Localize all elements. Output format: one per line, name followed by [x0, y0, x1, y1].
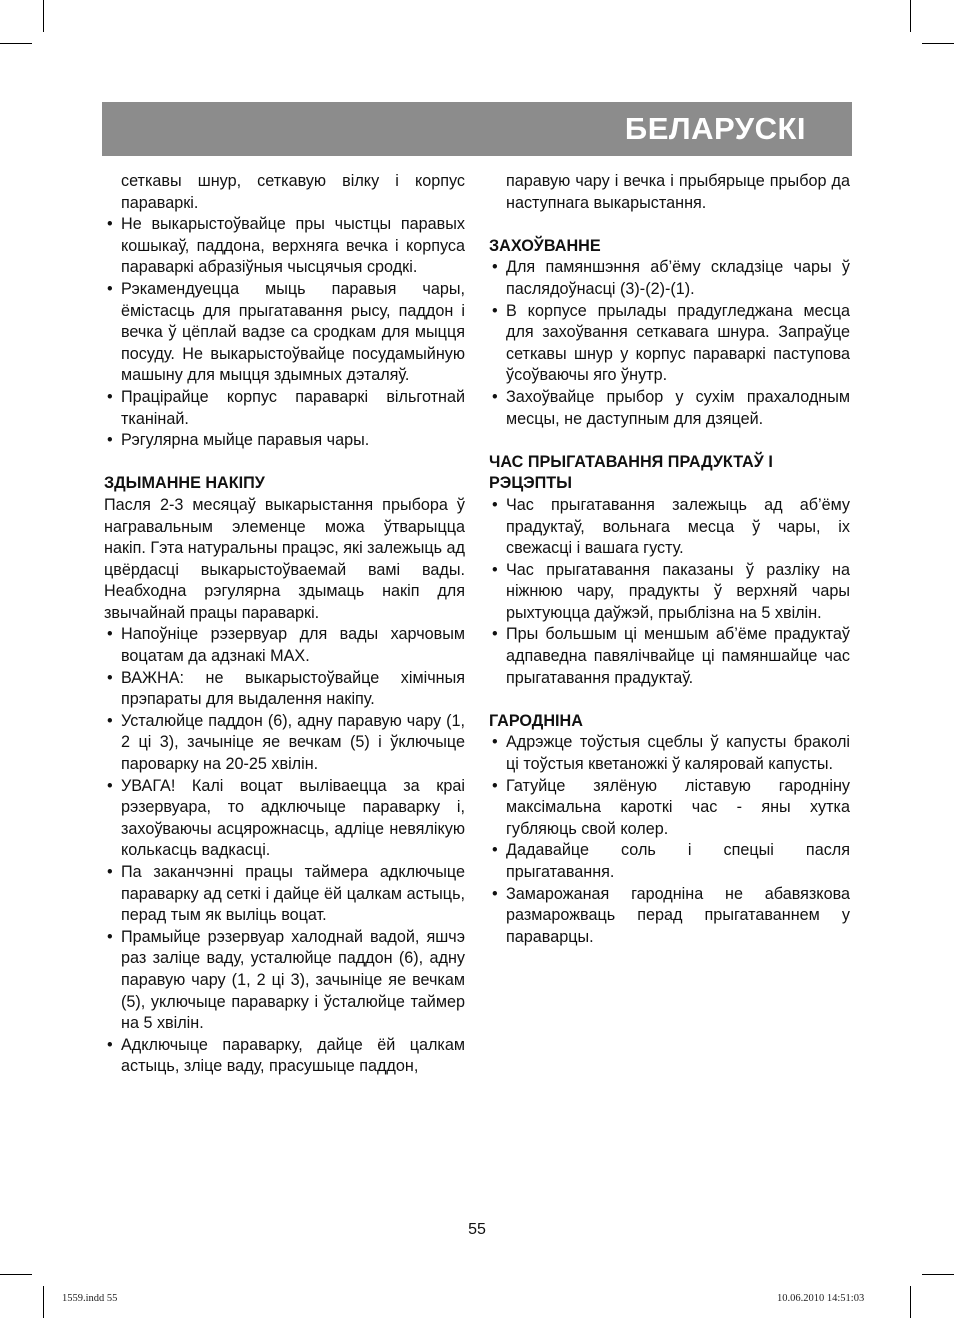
- bullet-icon: •: [107, 625, 113, 644]
- list-item: • Па заканчэнні працы таймера адключыце параварку ад сеткі і дайце ёй цалкам астыць, перад тым як выліць воцат.: [107, 863, 465, 925]
- bullet-icon: •: [492, 841, 498, 860]
- descaling-paragraph: Пасля 2-3 месяцаў выкарыстання прыбора ў награвальным элеменце можа ўтварыцца накіп. Гэта натуральны працэс, які залежыць ад цвёрдасці выкарыстоўваемай вамі вады. Неабходна рэгулярна здымаць накіп для звычайнай працы параваркі.: [104, 495, 465, 622]
- list-item: • УВАГА! Калі воцат выліваецца за краі рэзервуара, то адключыце параварку і, захоўваючы асцярожнасць, адліце невялікую колькасць вадкасці.: [107, 776, 465, 860]
- list-item: • ВАЖНА: не выкарыстоўвайце хімічныя прэпараты для выдалення накіпу.: [107, 668, 465, 709]
- list-item: • Працірайце корпус параваркі вільготнай тканінай.: [107, 387, 465, 428]
- list-item: • Рэгулярна мыйце паравыя чары.: [104, 430, 465, 452]
- list-item: • Час прыгатавання залежыць ад аб’ёму прадуктаў, вольнага месца ў чары, іх свежасці і вашага густу.: [492, 495, 850, 558]
- bullet-icon: •: [492, 387, 498, 406]
- list-item: • Замарожаная гародніна не абавязкова размарожваць перад прыгатаваннем у параварцы.: [492, 884, 850, 946]
- crop-mark: [910, 1286, 911, 1318]
- section-heading-cooking-time: ЧАС ПРЫГАТАВАННЯ ПРАДУКТАЎ І РЭЦЭПТЫ: [489, 452, 773, 493]
- list-item: • Адрэжце тоўстыя сцеблы ў капусты браколі ці тоўстыя кветаножкі ў каляровай капусты.: [492, 733, 850, 774]
- bullet-icon: •: [107, 215, 113, 234]
- list-item: • Усталюйце паддон (6), адну паравую чару (1, 2 ці 3), зачыніце яе вечкам (5) і ўключыце пароварку на 20-25 хвілін.: [107, 711, 465, 774]
- list-item: • Рэкамендуецца мыць паравыя чары, ёмістасць для прыгатавання рысу, паддон і вечка ў цёплай вадзе са сродкам для мыцця посуду. Не выкарыстоўвайце посудамыйную машыну для мыцця здымных дэталяў.: [107, 279, 465, 385]
- section-heading-descaling: ЗДЫМАННЕ НАКІПУ: [104, 474, 265, 493]
- continued-paragraph: сеткавы шнур, сеткавую вілку і корпус параваркі.: [121, 172, 465, 212]
- bullet-icon: •: [492, 733, 498, 752]
- bullet-icon: •: [492, 776, 498, 795]
- list-item: • Для памяншэння аб’ёму складзіце чары ў паслядоўнасці (3)-(2)-(1).: [492, 258, 850, 298]
- bullet-icon: •: [107, 711, 113, 730]
- crop-mark: [910, 0, 911, 32]
- crop-mark: [0, 1274, 32, 1275]
- language-title: БЕЛАРУСКІ: [624, 111, 806, 146]
- crop-mark: [43, 0, 44, 32]
- bullet-icon: •: [107, 927, 113, 946]
- list-item: • Прамыйце рэзервуар халоднай вадой, яшчэ раз заліце ваду, усталюйце паддон (6), адну паравую чару (1, 2 ці 3), зачыніце яе вечкам (5), уключыце параварку і ўсталюйце таймер на 5 хвілін.: [107, 927, 465, 1033]
- crop-mark: [43, 1286, 44, 1318]
- bullet-icon: •: [107, 863, 113, 881]
- bullet-icon: •: [107, 387, 113, 406]
- left-column: [104, 171, 465, 1078]
- bullet-icon: •: [492, 625, 498, 644]
- list-item: • Напоўніце рэзервуар для вады харчовым воцатам да адзнакі MAX.: [107, 625, 465, 666]
- crop-mark: [922, 1274, 954, 1275]
- list-item: • Час прыгатавання паказаны ў разліку на ніжнюю чару, прадукты ў верхняй чары рыхтуюцца даўжэй, прыблізна на 5 хвілін.: [492, 560, 850, 622]
- page-number: 55: [468, 1221, 486, 1238]
- bullet-icon: •: [107, 776, 113, 795]
- bullet-icon: •: [107, 1035, 113, 1054]
- bullet-icon: •: [492, 495, 498, 514]
- list-item: • Не выкарыстоўвайце пры чыстцы паравых кошыкаў, паддона, верхняга вечка і корпуса параваркі абразіўныя чысцячыя сродкі.: [107, 215, 465, 277]
- continued-paragraph: паравую чару і вечка і прыбярыце прыбор да наступнага выкарыстання.: [506, 172, 850, 212]
- section-heading-storage: ЗАХОЎВАННЕ: [489, 236, 601, 255]
- bullet-icon: •: [492, 301, 498, 320]
- section-heading-vegetables: ГАРОДНІНА: [489, 711, 583, 730]
- crop-mark: [0, 43, 32, 44]
- crop-mark: [922, 43, 954, 44]
- bullet-icon: •: [492, 560, 498, 579]
- language-header-bar: [102, 102, 852, 156]
- bullet-icon: •: [492, 884, 498, 903]
- bullet-icon: •: [107, 431, 113, 450]
- print-slug-date: 10.06.2010 14:51:03: [777, 1293, 865, 1304]
- list-item: • Захоўвайце прыбор у сухім прахалодным месцы, не даступным для дзяцей.: [492, 387, 850, 428]
- list-item: • Гатуйце зялёную ліставую гародніну максімальна кароткі час - яны хутка губляюць свой колер.: [492, 776, 850, 838]
- bullet-icon: •: [107, 668, 113, 687]
- list-item: • Адключыце параварку, дайце ёй цалкам астыць, зліце ваду, прасушыце паддон,: [107, 1035, 465, 1076]
- list-item: • Дадавайце соль і спецыі пасля прыгатавання.: [492, 841, 850, 881]
- bullet-icon: •: [107, 279, 113, 298]
- right-column: [489, 171, 850, 948]
- bullet-icon: •: [492, 258, 498, 277]
- list-item: • Пры большым ці меншым аб’ёме прадуктаў адпаведна павялічвайце ці памяншайце час прыгатавання прадуктаў.: [492, 625, 850, 687]
- list-item: • В корпусе прылады прадугледжана месца для захоўвання сеткавага шнура. Запраўце сеткавы шнур у корпус параваркі паступова ўсоўваючы яго ўнутр.: [492, 301, 850, 385]
- print-slug-file: 1559.indd 55: [62, 1293, 118, 1304]
